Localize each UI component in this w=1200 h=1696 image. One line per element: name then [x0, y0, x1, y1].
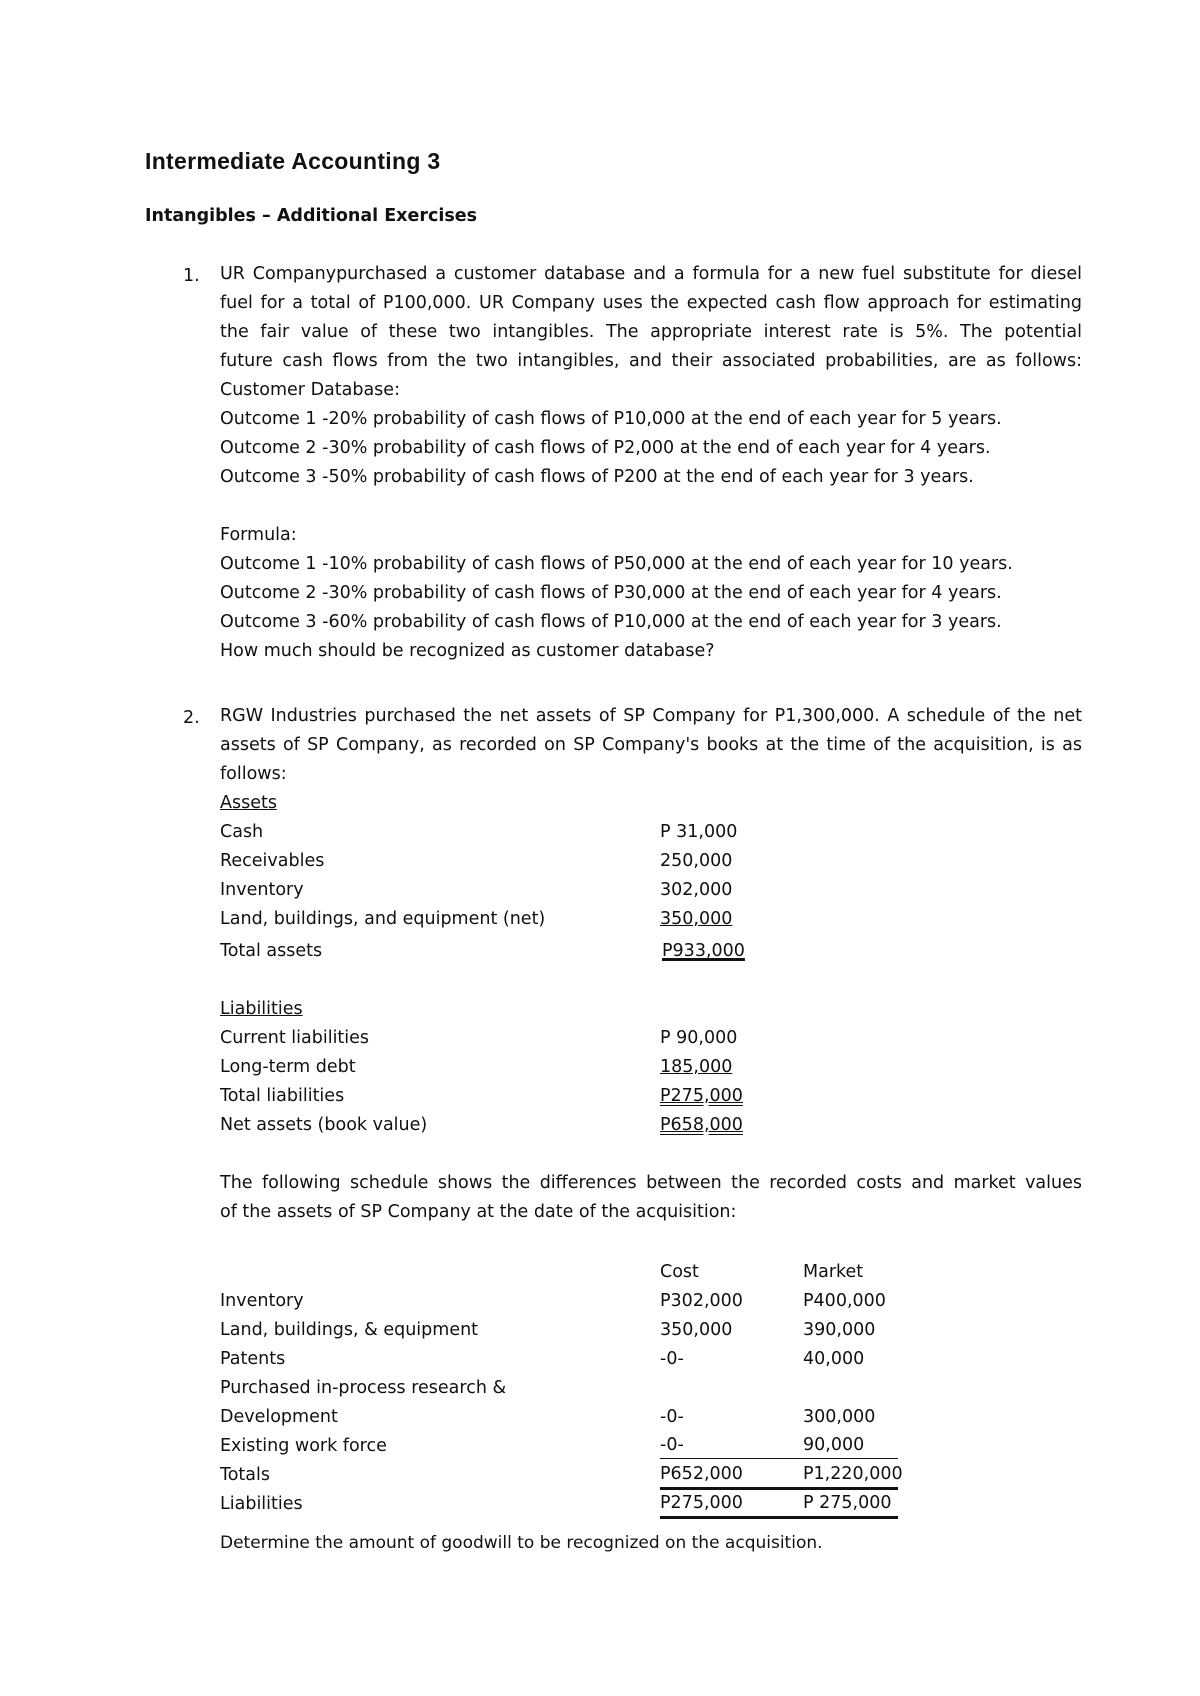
table-row-label: Inventory [220, 1291, 304, 1311]
text-line: Outcome 3 -50% probability of cash flows of P200 at the end of each year for 3 years. [220, 467, 974, 487]
text-line: the fair value of these two intangibles. The appropriate interest rate is 5%. The potential [220, 322, 1082, 342]
text-line: Outcome 2 -30% probability of cash flows of P30,000 at the end of each year for 4 years. [220, 583, 1002, 603]
text-line: Outcome 2 -30% probability of cash flows of P2,000 at the end of each year for 4 years. [220, 438, 991, 458]
table-cell-market: P1,220,000 [795, 1461, 898, 1490]
asset-label: Total assets [220, 941, 323, 961]
question-number: 2. [183, 708, 200, 728]
table-cell-cost: P652,000 [660, 1461, 795, 1490]
table-cell-cost: -0- [660, 1432, 795, 1459]
table-cell-cost: P302,000 [660, 1291, 743, 1311]
table-header-cost: Cost [660, 1262, 699, 1282]
table-row-label: Purchased in-process research & [220, 1378, 507, 1398]
question-number: 1. [183, 266, 200, 286]
asset-total-value: P933,000 [662, 941, 745, 961]
table-cell-market: 40,000 [803, 1349, 865, 1369]
table-header-market: Market [803, 1262, 864, 1282]
assets-heading: Assets [220, 793, 277, 813]
asset-label: Land, buildings, and equipment (net) [220, 909, 546, 929]
text-line: assets of SP Company, as recorded on SP Company's books at the time of the acquisition, is as [220, 735, 1082, 755]
question-2 [145, 708, 1085, 1538]
liability-label: Total liabilities [220, 1086, 345, 1106]
table-row-label: Patents [220, 1349, 286, 1369]
table-cell-market: 300,000 [803, 1407, 876, 1427]
liability-value: 185,000 [660, 1057, 733, 1077]
table-cell-cost: P275,000 [660, 1490, 795, 1519]
text-line: Customer Database: [220, 380, 400, 400]
asset-label: Inventory [220, 880, 304, 900]
liability-label: Current liabilities [220, 1028, 370, 1048]
text-line: Formula: [220, 525, 297, 545]
asset-label: Cash [220, 822, 264, 842]
text-line: RGW Industries purchased the net assets of SP Company for P1,300,000. A schedule of the net [220, 706, 1082, 726]
table-cell-market: 390,000 [803, 1320, 876, 1340]
text-line: fuel for a total of P100,000. UR Company uses the expected cash flow approach for estimating [220, 293, 1082, 313]
table-cell-cost: -0- [660, 1349, 684, 1369]
table-row-label: Existing work force [220, 1436, 387, 1456]
table-row-label: Development [220, 1407, 338, 1427]
table-cell-market: P400,000 [803, 1291, 886, 1311]
liabilities-heading: Liabilities [220, 999, 303, 1019]
text-line: Outcome 1 -10% probability of cash flows of P50,000 at the end of each year for 10 years. [220, 554, 1013, 574]
text-line: follows: [220, 764, 287, 784]
text-line: UR Companypurchased a customer database and a formula for a new fuel substitute for diesel [220, 264, 1082, 284]
asset-value: 350,000 [660, 909, 733, 929]
table-cell-cost: 350,000 [660, 1320, 733, 1340]
text-line: The following schedule shows the differences between the recorded costs and market values [220, 1173, 1082, 1193]
liability-value: P658,000 [660, 1115, 743, 1135]
liability-label: Net assets (book value) [220, 1115, 428, 1135]
table-cell-market: P 275,000 [795, 1490, 898, 1519]
asset-value: P 31,000 [660, 822, 738, 842]
asset-value: 302,000 [660, 880, 733, 900]
table-row-label: Liabilities [220, 1494, 303, 1514]
goodwill-prompt: Determine the amount of goodwill to be recognized on the acquisition. [220, 1533, 823, 1553]
asset-value: 250,000 [660, 851, 733, 871]
text-line: How much should be recognized as customer database? [220, 641, 715, 661]
question-1 [145, 266, 1085, 686]
liability-value: P275,000 [660, 1086, 743, 1106]
document-title: Intermediate Accounting 3 [145, 148, 441, 174]
table-row-label: Land, buildings, & equipment [220, 1320, 479, 1340]
text-line: of the assets of SP Company at the date of the acquisition: [220, 1202, 737, 1222]
asset-label: Receivables [220, 851, 325, 871]
table-row-label: Totals [220, 1465, 270, 1485]
text-line: Outcome 1 -20% probability of cash flows of P10,000 at the end of each year for 5 years. [220, 409, 1002, 429]
table-cell-cost: -0- [660, 1407, 684, 1427]
text-line: Outcome 3 -60% probability of cash flows of P10,000 at the end of each year for 3 years. [220, 612, 1002, 632]
document-subtitle: Intangibles – Additional Exercises [145, 206, 478, 226]
liability-value: P 90,000 [660, 1028, 738, 1048]
liability-label: Long-term debt [220, 1057, 356, 1077]
text-line: future cash flows from the two intangibles, and their associated probabilities, are as follows: [220, 351, 1082, 371]
table-cell-market: 90,000 [795, 1432, 898, 1459]
